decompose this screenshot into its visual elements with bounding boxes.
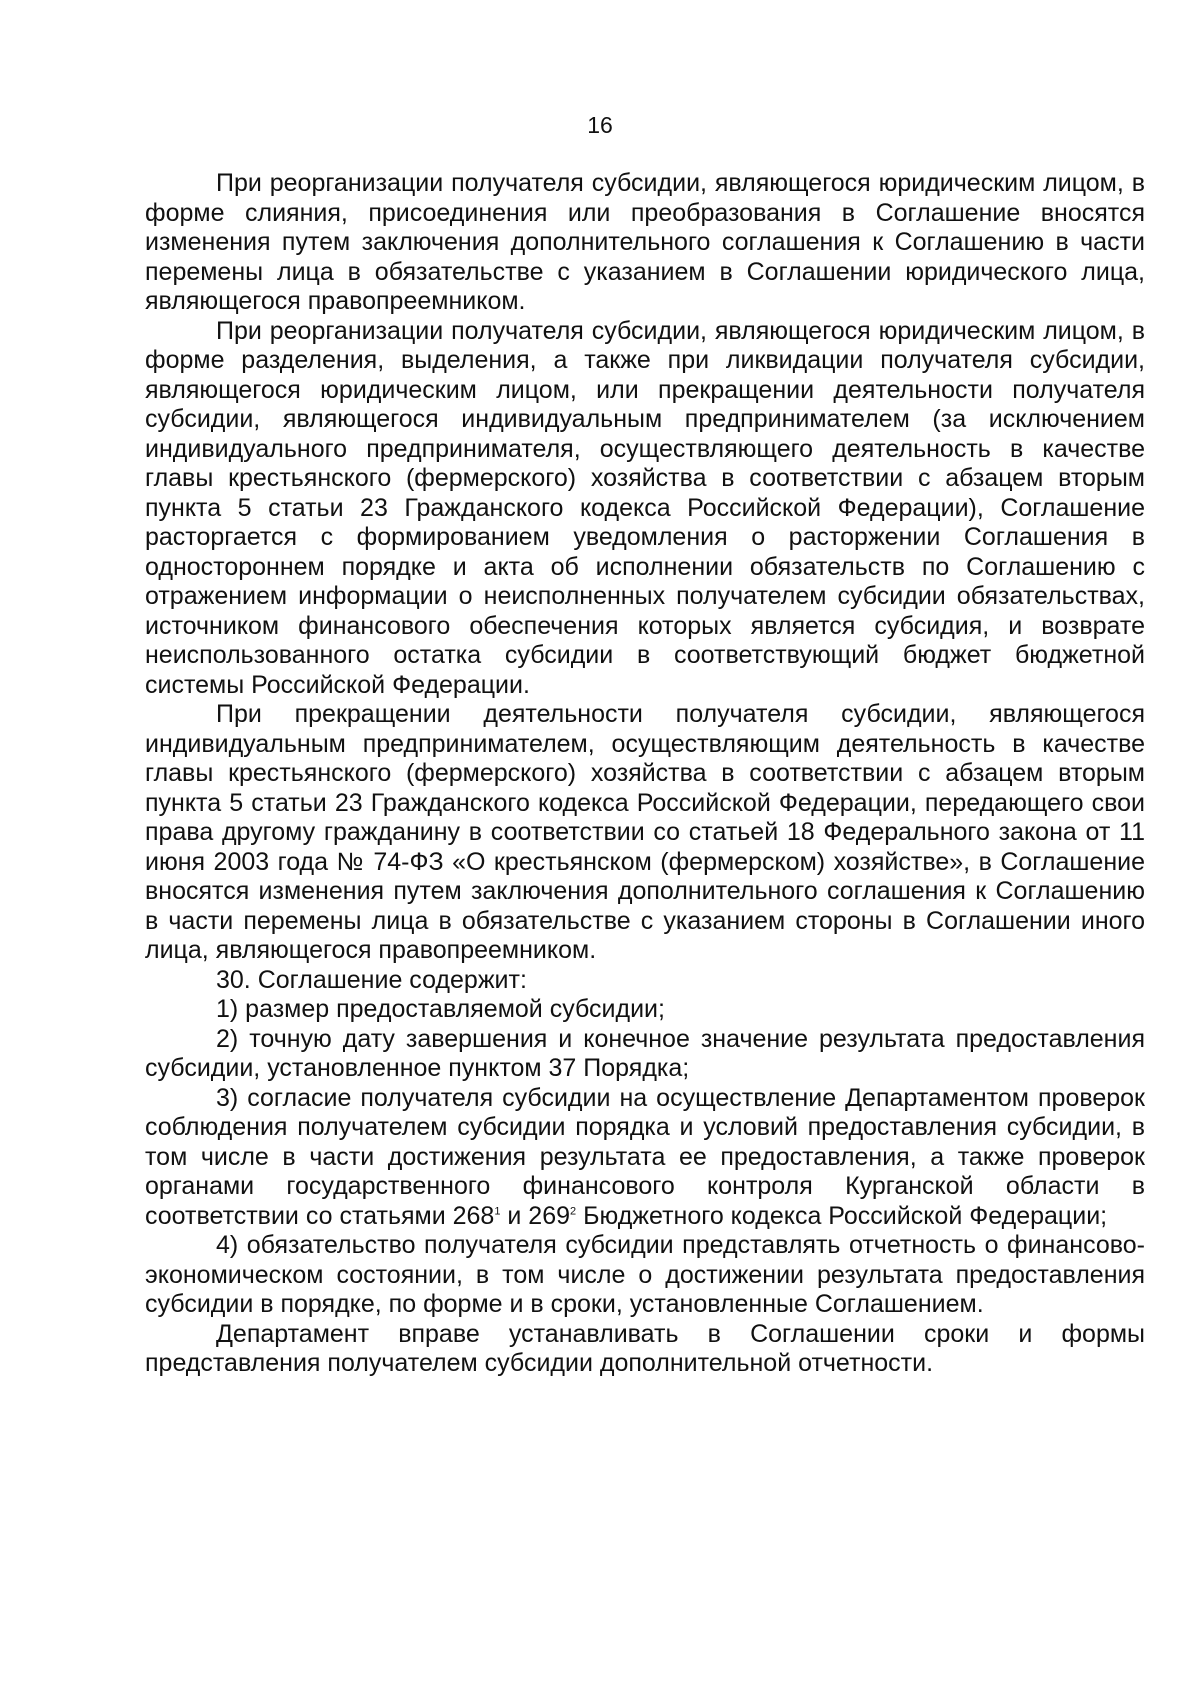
clause-30-item-3 — [145, 1084, 1145, 1232]
paragraph-reorganization-division: При реорганизации получателя субсидии, являющегося юридическим лицом, в форме разделения, выделения, а также при ликвидации получателя субсидии, являющегося юридическим лицом, или прекращении деятельности получателя субсидии, являющегося индивидуальным предпринимателем (за исключением индивидуального предпринимателя, осуществляющего деятельность в качестве главы крестьянского (фермерского) хозяйства в соответствии с абзацем вторым пункта 5 статьи 23 Гражданского кодекса Российской Федерации), Соглашение расторгается с формированием уведомления о расторжении Соглашения в одностороннем порядке и акта об исполнении обязательств по Соглашению с отражением информации о неисполненных получателем субсидии обязательствах, источником финансового обеспечения которых является субсидия, и возврате неиспользованного остатка субсидии в соответствующий бюджет бюджетной системы Российской Федерации. — [145, 316, 1145, 699]
paragraph-reorganization-merger: При реорганизации получателя субсидии, являющегося юридическим лицом, в форме слияния, присоединения или преобразования в Соглашение вносятся изменения путем заключения дополнительного соглашения к Соглашению в части перемены лица в обязательстве с указанием в Соглашении юридического лица, являющегося правопреемником. — [145, 169, 1145, 315]
item-3-text-middle: и 269 — [500, 1201, 571, 1230]
page-number: 16 — [587, 112, 613, 138]
paragraph-department-reporting: Департамент вправе устанавливать в Соглашении сроки и формы представления получателем субсидии дополнительной отчетности. — [145, 1319, 1145, 1377]
document-body — [145, 169, 1145, 1379]
item-3-text-start: 3) согласие получателя субсидии на осуществление Департаментом проверок соблюдения получателем субсидии порядка и условий предоставления субсидии, в том числе в части достижения результата ее предоставления, а также проверок органами государственного финансового контроля Курганской области в соответствии со статьями 268 — [145, 1083, 1145, 1230]
clause-30-item-4: 4) обязательство получателя субсидии представлять отчетность о финансово-экономическом состоянии, в том числе о достижении результата предоставления субсидии в порядке, по форме и в сроки, установленные Соглашением. — [145, 1231, 1145, 1318]
item-3-text-end: Бюджетного кодекса Российской Федерации; — [576, 1201, 1108, 1230]
clause-30-item-2: 2) точную дату завершения и конечное значение результата предоставления субсидии, установленное пунктом 37 Порядка; — [145, 1024, 1145, 1082]
superscript-2: 2 — [570, 1205, 577, 1218]
clause-30-item-1: 1) размер предоставляемой субсидии; — [216, 995, 665, 1023]
paragraph-termination-farmer: При прекращении деятельности получателя субсидии, являющегося индивидуальным предпринимателем, осуществляющим деятельность в качестве главы крестьянского (фермерского) хозяйства в соответствии с абзацем вторым пункта 5 статьи 23 Гражданского кодекса Российской Федерации, передающего свои права другому гражданину в соответствии со статьей 18 Федерального закона от 11 июня 2003 года № 74-ФЗ «О крестьянском (фермерском) хозяйстве», в Соглашение вносятся изменения путем заключения дополнительного соглашения к Соглашению в части перемены лица в обязательстве с указанием стороны в Соглашении иного лица, являющегося правопреемником. — [145, 700, 1145, 964]
superscript-1: 1 — [494, 1205, 501, 1218]
clause-30-heading: 30. Соглашение содержит: — [216, 965, 527, 994]
